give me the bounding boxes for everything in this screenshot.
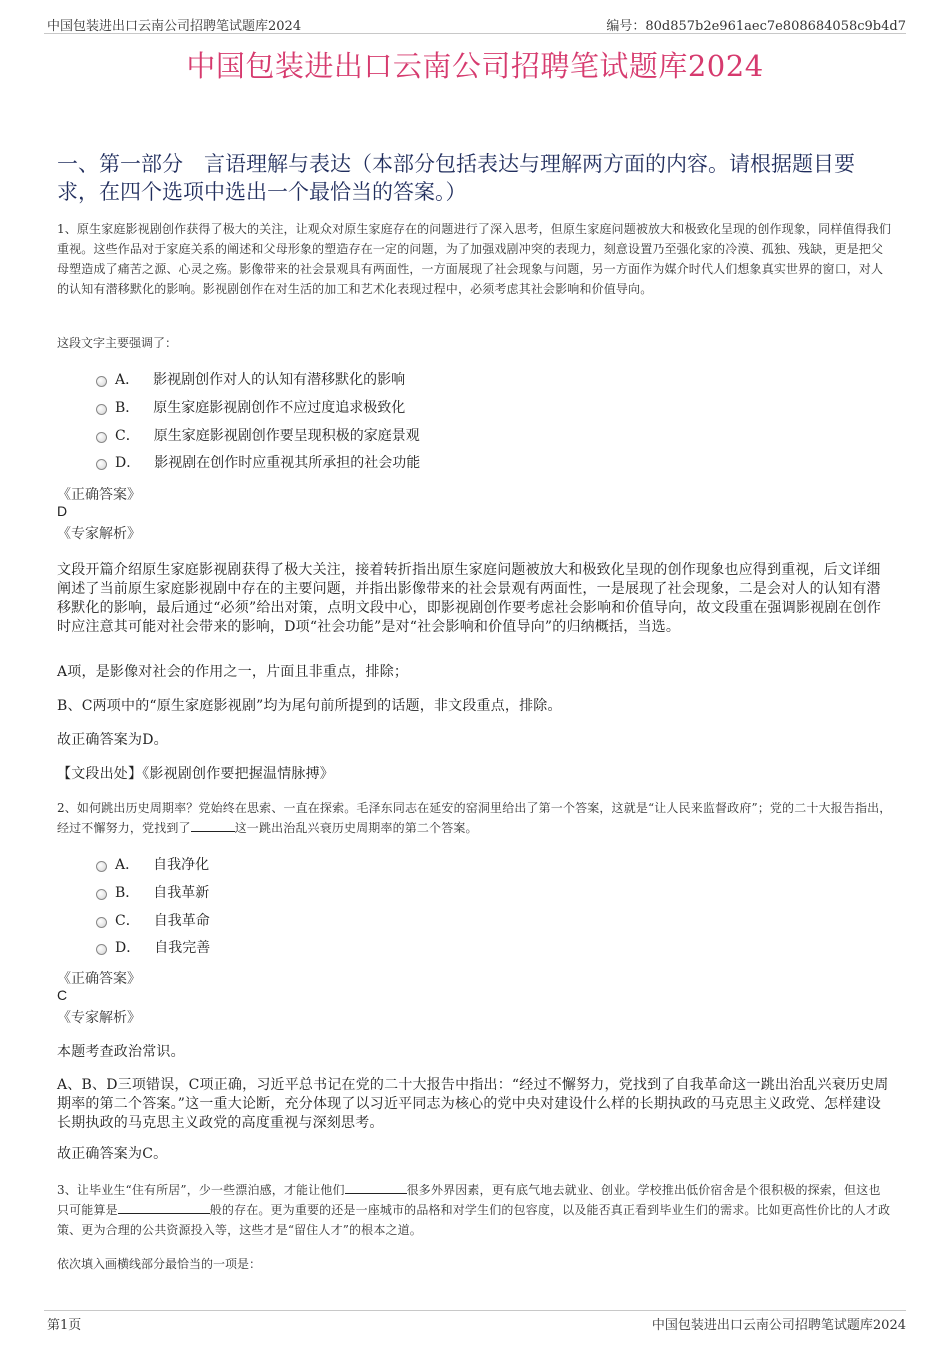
header-left-title: 中国包装进出口云南公司招聘笔试题库2024 [47,19,302,34]
radio-icon[interactable] [96,432,107,443]
question-2-stem [57,798,892,838]
question-2-answer-label: 《正确答案》 [57,971,141,987]
question-1-option-a[interactable] [96,369,405,389]
question-2-answer: C [57,987,68,1003]
stem-text: 3、让毕业生“住有所居”，少一些漂泊感，才能让他们 [57,1183,345,1197]
option-letter: C． [115,913,140,929]
question-1-analysis-paragraph: A项，是影像对社会的作用之一，片面且非重点，排除； [57,664,409,680]
question-1-answer-label: 《正确答案》 [57,487,141,503]
header-document-id: 编号：80d857b2e961aec7e808684058c9b4d7 [606,19,906,34]
option-text: 自我革新 [153,885,210,901]
option-text: 自我完善 [154,940,211,956]
radio-icon[interactable] [96,917,107,928]
stem-text: 般的存在。更为重要的还是一座城市的品格和对学生们的包容度，以及能否真正看到毕业生们的需求。比如更高性价比的人才政策、更为合理的公共资源投入等，这些才是“留住人才”的根本之道。 [57,1203,891,1237]
question-1-option-c[interactable] [96,425,420,445]
question-2-analysis-paragraph: 本题考查政治常识。 [57,1044,185,1060]
fill-in-blank [345,1181,407,1194]
radio-icon[interactable] [96,376,107,387]
radio-icon[interactable] [96,459,107,470]
question-1-option-b[interactable] [96,397,405,417]
question-1-analysis-paragraph: B、C两项中的“原生家庭影视剧”均为尾句前所提到的话题，非文段重点，排除。 [57,698,562,714]
question-1-stem: 1、原生家庭影视剧创作获得了极大的关注，让观众对原生家庭存在的问题进行了深入思考，但原生家庭问题被放大和极致化呈现的创作现象，同样值得我们重视。这些作品对于家庭关系的阐述和父母形象的塑造存在一定的问题，为了加强戏剧冲突的表现力，刻意设置乃至强化家的冷漠、孤独、残缺，更是把父母塑造成了痛苦之源、心灵之殇。影像带来的社会景观具有两面性，一方面展现了社会现象与问题，另一方面作为媒介时代人们想象真实世界的窗口，对人的认知有潜移默化的影响。影视剧创作在对生活的加工和艺术化表现过程中，必须考虑其社会影响和价值导向。 [57,222,891,296]
option-letter: B． [115,400,140,416]
footer-title: 中国包装进出口云南公司招聘笔试题库2024 [651,1318,906,1333]
question-1-option-d[interactable] [96,452,420,472]
stem-text: 很多外界因素，更有底气地去就业、创业。学校推出低价宿舍是个很积极的探索，但这也只可能算是 [57,1183,881,1217]
option-letter: D． [115,940,141,956]
option-letter: C． [115,428,140,444]
option-letter: A． [115,857,140,873]
question-1-analysis-paragraph: 文段开篇介绍原生家庭影视剧获得了极大关注，接着转折指出原生家庭问题被放大和极致化呈现的创作现象也应得到重视，后文详细阐述了当前原生家庭影视剧中存在的主要问题，并指出影像带来的社会景观有两面性，一是展现了社会现象，二是会对人的认知有潜移默化的影响，最后通过“必须”给出对策，点明文段中心，即影视剧创作要考虑社会影响和价值导向，故文段重在强调影视剧在创作时应注意其可能对社会带来的影响，D项“社会功能”是对“社会影响和价值导向”的归纳概括，当选。 [57,562,882,635]
question-2-analysis-label: 《专家解析》 [57,1010,141,1026]
question-3-stem [57,1180,892,1240]
document-title: 中国包装进出口云南公司招聘笔试题库2024 [186,49,764,83]
radio-icon[interactable] [96,861,107,872]
radio-icon[interactable] [96,889,107,900]
option-text: 原生家庭影视剧创作不应过度追求极致化 [153,400,406,416]
header-divider [44,33,906,34]
option-text: 影视剧在创作时应重视其所承担的社会功能 [154,455,421,471]
option-text: 自我革命 [153,913,210,929]
question-2-option-b[interactable] [96,882,209,902]
question-1-analysis-label: 《专家解析》 [57,526,141,542]
stem-text: 2、如何跳出历史周期率？党始终在思索、一直在探索。毛泽东同志在延安的窑洞里给出了第一个答案，这就是“让人民来监督政府”；党的二十大报告指出，经过不懈努力，党找到了 [57,801,892,835]
option-text: 影视剧创作对人的认知有潜移默化的影响 [153,372,406,388]
question-1-answer: D [57,503,68,519]
option-letter: D． [115,455,141,471]
fill-in-blank [118,1201,210,1214]
option-text: 自我净化 [153,857,210,873]
radio-icon[interactable] [96,944,107,955]
section-title: 一、第一部分 言语理解与表达（本部分包括表达与理解两方面的内容。请根据题目要求，在四个选项中选出一个最恰当的答案。） [57,152,855,204]
option-letter: A． [115,372,140,388]
question-2-option-d[interactable] [96,937,210,957]
fill-in-blank [191,819,235,832]
question-2-option-c[interactable] [96,910,210,930]
footer-divider [44,1310,906,1311]
question-3-prompt: 依次填入画横线部分最恰当的一项是： [57,1257,262,1271]
option-text: 原生家庭影视剧创作要呈现积极的家庭景观 [153,428,420,444]
question-2-analysis-paragraph: A、B、D三项错误，C项正确，习近平总书记在党的二十大报告中指出：“经过不懈努力，党找到了自我革命这一跳出治乱兴衰历史周期率的第二个答案。”这一重大论断，充分体现了以习近平同志为核心的党中央对建设什么样的长期执政的马克思主义政党、怎样建设长期执政的马克思主义政党的高度重视与深刻思考。 [57,1077,889,1131]
question-1-analysis-paragraph: 故正确答案为D。 [57,732,168,748]
page-number: 第1页 [47,1318,82,1333]
radio-icon[interactable] [96,404,107,415]
question-1-source: 【文段出处】《影视剧创作要把握温情脉搏》 [57,766,334,782]
question-2-option-a[interactable] [96,854,209,874]
stem-text: 这一跳出治乱兴衰历史周期率的第二个答案。 [234,821,478,835]
question-1-prompt: 这段文字主要强调了： [57,336,178,350]
option-letter: B． [115,885,140,901]
question-2-analysis-paragraph: 故正确答案为C。 [57,1146,168,1162]
